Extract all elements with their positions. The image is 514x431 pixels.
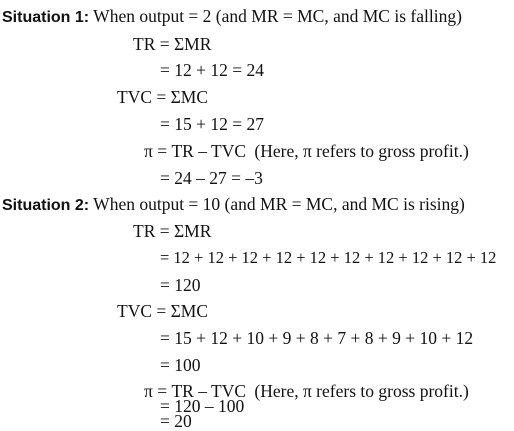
situation-1-heading: Situation 1:: [2, 9, 90, 26]
situation-2-heading: Situation 2:: [2, 197, 90, 214]
s1-tr-def: = ΣMR: [159, 34, 212, 54]
s1-tvc-definition: [117, 86, 208, 108]
s2-profit-result: = 20: [160, 411, 192, 431]
s2-profit-calculation: = 120 – 100: [160, 396, 245, 416]
s1-profit-definition: [144, 140, 469, 162]
s1-tvc-calculation: = 15 + 12 = 27: [160, 114, 264, 134]
s2-tvc-result: = 100: [160, 355, 201, 375]
situation-2-condition: When output = 10 (and MR = MC, and MC is rising): [93, 194, 465, 214]
situation-1-condition: When output = 2 (and MR = MC, and MC is falling): [93, 6, 462, 26]
s2-pi-label: π: [144, 381, 153, 401]
s1-tr-calculation: = 12 + 12 = 24: [160, 60, 264, 80]
s2-tr-calculation: = 12 + 12 + 12 + 12 + 12 + 12 + 12 + 12 + 12 + 12: [160, 248, 497, 267]
s2-tr-def: = ΣMR: [159, 221, 212, 241]
situation-1-line: [2, 5, 462, 29]
s1-pi-note: (Here, π refers to gross profit.): [254, 141, 469, 161]
s2-tr-definition: [133, 220, 211, 242]
s2-pi-def: = TR – TVC: [157, 381, 247, 401]
s1-pi-def: = TR – TVC: [157, 141, 247, 161]
s1-profit-calculation: = 24 – 27 = –3: [160, 168, 263, 188]
s1-tvc-label: TVC: [117, 87, 152, 107]
s2-tr-result: = 120: [160, 275, 201, 295]
s1-tvc-def: = ΣMC: [156, 87, 209, 107]
situation-2-line: [2, 193, 465, 217]
s1-tr-label: TR: [133, 34, 156, 54]
s1-tr-definition: [133, 33, 211, 55]
s1-pi-label: π: [144, 141, 153, 161]
s2-tr-label: TR: [133, 221, 156, 241]
s2-pi-note: (Here, π refers to gross profit.): [254, 381, 469, 401]
s2-tvc-def: = ΣMC: [156, 301, 209, 321]
s2-tvc-label: TVC: [117, 301, 152, 321]
s2-tvc-calculation: = 15 + 12 + 10 + 9 + 8 + 7 + 8 + 9 + 10 + 12: [160, 328, 474, 348]
s2-tvc-definition: [117, 300, 208, 322]
